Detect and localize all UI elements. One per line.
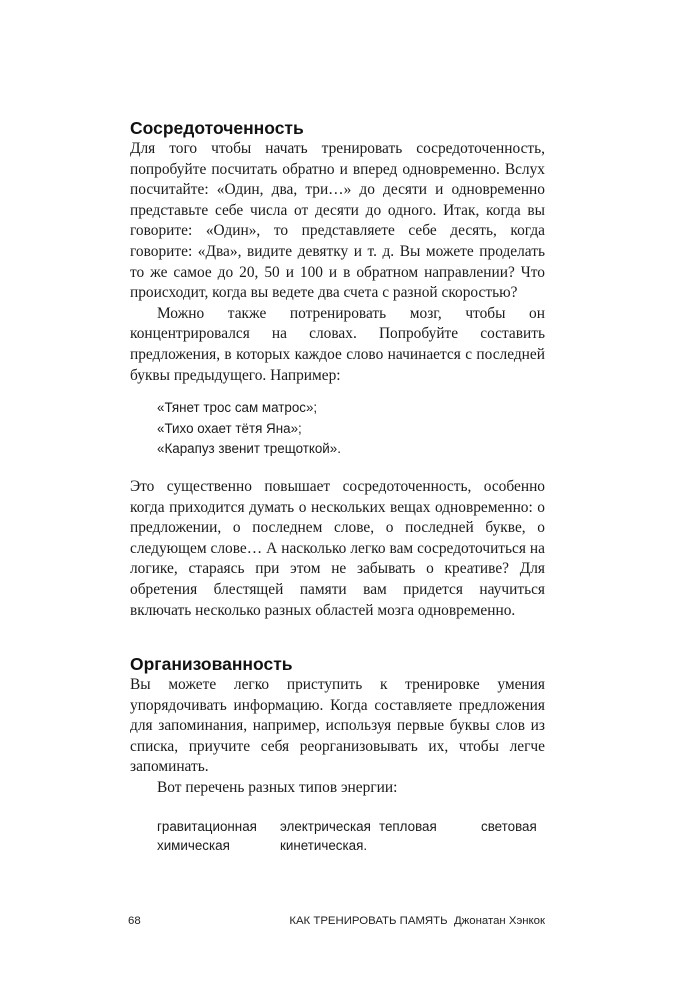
section-concentration-continued <box>130 477 545 621</box>
example-sentence: «Карапуз звенит трещоткой». <box>157 441 341 456</box>
paragraph: Можно также потренировать мозг, чтобы он концентрировался на словах. Попробуйте составить предложения, в которых каждое слово начинается с последней буквы предыдущего. Например: <box>130 304 545 384</box>
paragraph: Вы можете легко приступить к тренировке умения упорядочивать информацию. Когда составляете предложения для запоминания, например, используя первые буквы слов из списка, приучите себя реорганизовывать их, чтобы легче запоминать. <box>130 676 545 776</box>
energy-type: химическая <box>157 838 230 853</box>
energy-type: световая <box>481 819 537 834</box>
section-body-organization <box>130 675 545 799</box>
book-title: КАК ТРЕНИРОВАТЬ ПАМЯТЬ <box>289 915 448 927</box>
energy-type: гравитационная <box>157 819 257 834</box>
example-sentence: «Тихо охает тётя Яна»; <box>157 420 302 436</box>
example-sentence: «Тянет трос сам матрос»; <box>157 400 318 415</box>
paragraph: Для того чтобы начать тренировать сосредоточенность, попробуйте посчитать обратно и вперед одновременно. Вслух посчитайте: «Один, два, три…» до десяти и одновременно представьте себе числа от десяти до одного. Итак, когда вы говорите: «Один», то представляете себе десять, когда говорите: «Два», видите девятку и т. д. Вы можете проделать то же самое до 20, 50 и 100 и в обратном направлении? Что происходит, когда вы ведете два счета с разной скоростью? <box>130 140 545 302</box>
section-body-concentration <box>130 139 545 386</box>
section-organization <box>130 653 545 799</box>
energy-type: тепловая <box>379 819 437 834</box>
author-name: Джонатан Хэнкок <box>453 915 545 927</box>
energy-type: кинетическая. <box>280 838 368 853</box>
section-concentration <box>130 117 545 386</box>
paragraph: Это существенно повышает сосредоточенность, особенно когда приходится думать о нескольких вещах одновременно: о предложении, о последнем слове, о последней букве, о следующем слове… А насколько легко вам сосредоточиться на логике, стараясь при этом не забывать о креативе? Для обретения блестящей памяти вам придется научиться включать несколько разных областей мозга одновременно. <box>130 478 545 619</box>
running-footer <box>289 915 545 927</box>
example-sentences <box>157 398 341 460</box>
energy-type: электрическая <box>280 819 371 834</box>
section-heading-concentration: Сосредоточенность <box>130 118 304 138</box>
section-heading-organization: Организованность <box>130 654 293 674</box>
paragraph: Вот перечень разных типов энергии: <box>157 778 398 796</box>
page-number: 68 <box>128 915 141 927</box>
